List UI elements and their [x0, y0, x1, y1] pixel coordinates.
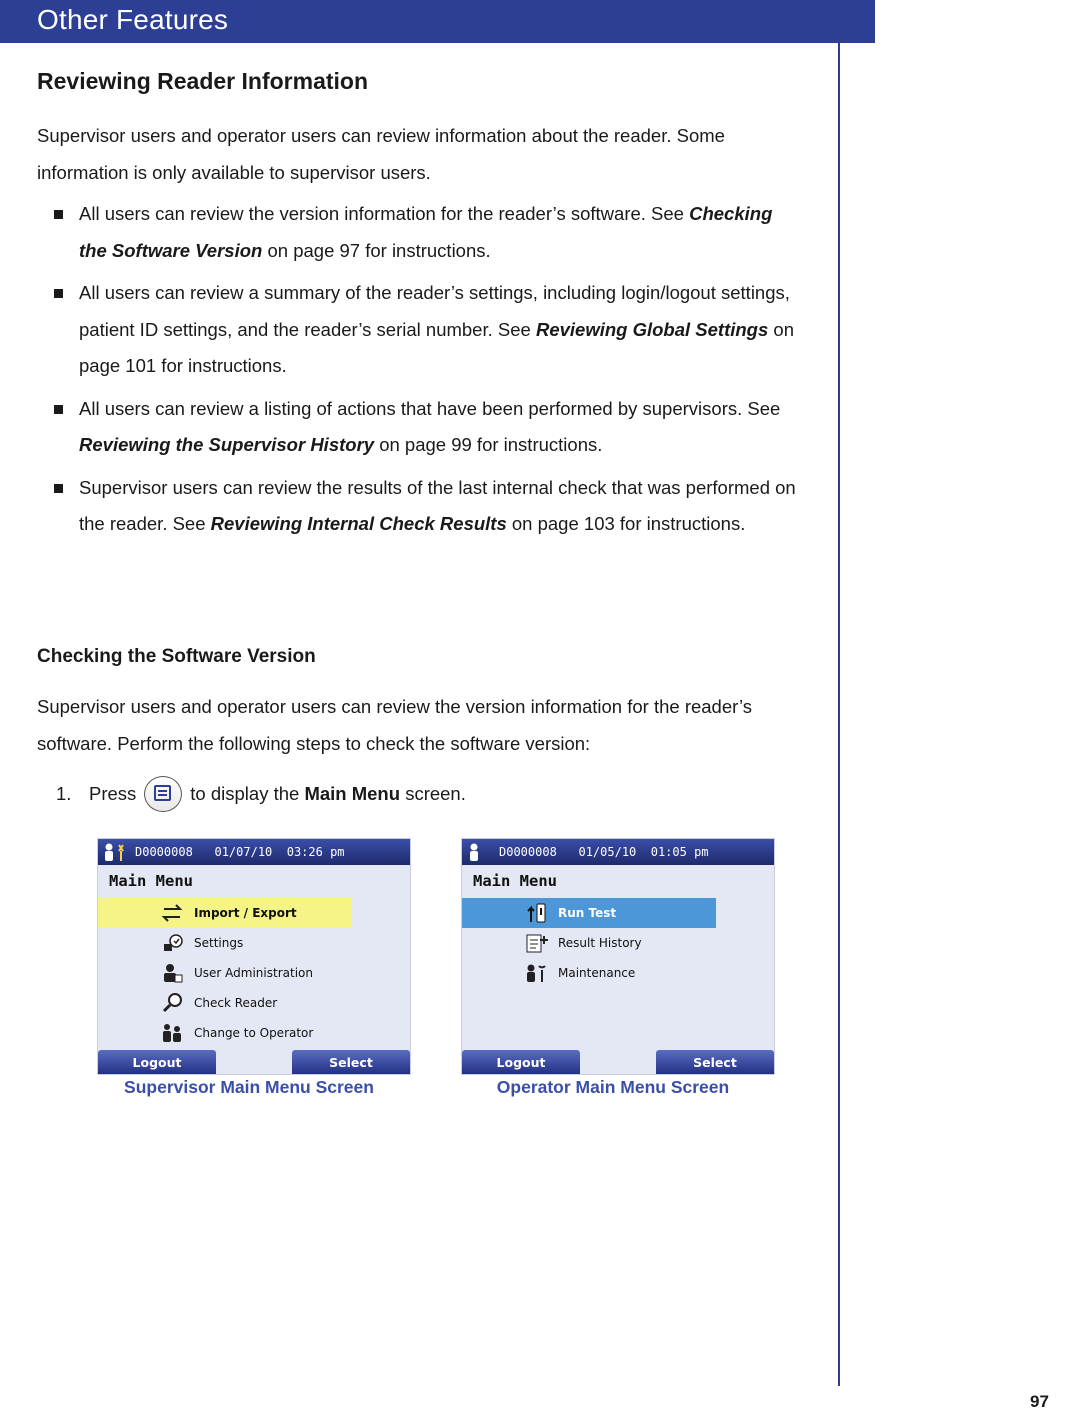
margin-rule	[838, 43, 840, 1386]
section-title: Other Features	[37, 4, 229, 35]
bullet-item: Supervisor users can review the results of the last internal check that was performed on the reader. See Reviewing Internal Check Results on page 103 for instructions.	[37, 470, 797, 543]
check-reader-icon	[158, 992, 186, 1014]
info-bullet-list	[37, 196, 797, 549]
bullet-marker	[54, 210, 63, 219]
cross-reference-link[interactable]: Reviewing Global Settings	[535, 318, 769, 340]
status-bar	[462, 839, 774, 865]
supervisor-screen-caption: Supervisor Main Menu Screen	[124, 1077, 374, 1097]
bullet-marker	[54, 405, 63, 414]
cross-reference-link[interactable]: Checking the Software Version	[79, 203, 773, 261]
select-softkey[interactable]: Select	[292, 1050, 410, 1074]
screen-title: Main Menu	[473, 872, 557, 890]
bullet-item: All users can review a summary of the reader’s settings, including login/logout settings, patient ID settings, and the reader’s serial number. See Reviewing Global Settings on page 101 for instructions.	[37, 275, 797, 385]
bullet-marker	[54, 484, 63, 493]
change-user-icon	[158, 1022, 186, 1044]
result-history-icon	[522, 932, 550, 954]
main-menu-button-icon	[144, 776, 182, 812]
step-number: 1.	[56, 783, 72, 804]
cross-reference-link[interactable]: Reviewing the Supervisor History	[79, 434, 375, 455]
user-administration-icon	[158, 962, 186, 984]
menu-item-settings[interactable]: Settings	[98, 928, 352, 958]
subsection-intro: Supervisor users and operator users can review the version information for the reader’s software. Perform the following steps to check the software version:	[37, 696, 753, 754]
run-test-icon	[522, 902, 550, 924]
page-number: 97	[1030, 1392, 1049, 1411]
menu-item-maintenance[interactable]: Maintenance	[462, 958, 716, 988]
operator-screen-caption: Operator Main Menu Screen	[496, 1077, 730, 1097]
logout-softkey[interactable]: Logout	[462, 1050, 580, 1074]
supervisor-main-menu-screen	[97, 838, 411, 1075]
status-text: D0000008 01/05/10 01:05 pm	[499, 845, 709, 859]
status-text: D0000008 01/07/10 03:26 pm	[135, 845, 345, 859]
menu-item-user-administration[interactable]: User Administration	[98, 958, 352, 988]
step-press-text: Press	[89, 783, 137, 804]
bullet-item: All users can review the version information for the reader’s software. See Checking the Software Version on page 97 for instructions.	[37, 196, 797, 269]
menu-item-check-reader[interactable]: Check Reader	[98, 988, 352, 1018]
settings-icon	[158, 932, 186, 954]
status-bar	[98, 839, 410, 865]
menu-item-import-export[interactable]: Import / Export	[98, 898, 352, 928]
operator-main-menu-screen	[461, 838, 775, 1075]
section-heading: Reviewing Reader Information	[37, 68, 369, 94]
select-softkey[interactable]: Select	[656, 1050, 774, 1074]
operator-user-icon	[465, 841, 493, 863]
subsection-heading: Checking the Software Version	[37, 646, 316, 667]
menu-item-change-to-operator[interactable]: Change to Operator	[98, 1018, 352, 1048]
bullet-marker	[54, 289, 63, 298]
maintenance-icon	[522, 962, 550, 984]
import-export-icon	[158, 902, 186, 924]
logout-softkey[interactable]: Logout	[98, 1050, 216, 1074]
supervisor-user-icon	[101, 841, 129, 863]
bullet-item: All users can review a listing of actions that have been performed by supervisors. See Reviewing the Supervisor History on page 99 for instructions.	[37, 391, 797, 464]
screen-title: Main Menu	[109, 872, 193, 890]
step-1	[56, 776, 466, 812]
menu-item-result-history[interactable]: Result History	[462, 928, 716, 958]
section-intro: Supervisor users and operator users can review information about the reader. Some information is only available to supervisor users.	[37, 125, 725, 183]
step-target: Main Menu	[304, 783, 401, 804]
step-middle-text: to display the	[190, 783, 300, 804]
cross-reference-link[interactable]: Reviewing Internal Check Results	[210, 513, 507, 534]
step-end-text: screen.	[405, 783, 466, 804]
menu-item-run-test[interactable]: Run Test	[462, 898, 716, 928]
